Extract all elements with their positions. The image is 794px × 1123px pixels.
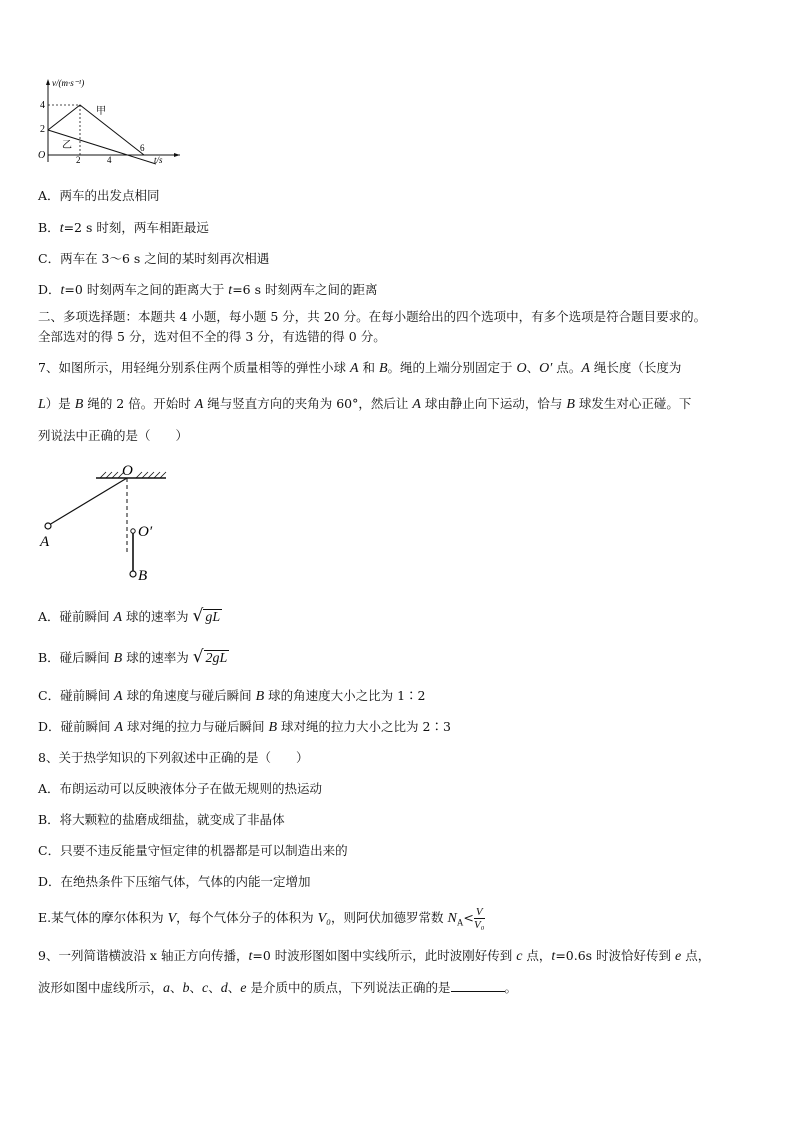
fig-label-A: A	[40, 534, 50, 550]
fig-ball-A	[45, 523, 51, 529]
sqrt-icon: √	[192, 606, 204, 626]
graph-y-tick-2: 2	[40, 124, 45, 135]
q8-stem: 8、关于热学知识的下列叙述中正确的是（ ）	[38, 750, 309, 765]
q7-option-d: D．碰前瞬间 A 球对绳的拉力与碰后瞬间 B 球对绳的拉力大小之比为 2∶3	[38, 719, 451, 735]
graph-label-jia: 甲	[96, 106, 106, 117]
q6-option-c: C．两车在 3～6 s 之间的某时刻再次相遇	[38, 251, 270, 266]
q7-option-c: C．碰前瞬间 A 球的角速度与碰后瞬间 B 球的角速度大小之比为 1∶2	[38, 688, 426, 704]
section2-line1: 二、多项选择题：本题共 4 小题，每小题 5 分，共 20 分。在每小题给出的四个选项中，有多个选项是符合题目要求的。	[38, 309, 707, 324]
q9-stem-line2: 波形如图中虚线所示，a、b、c、d、e 是介质中的质点，下列说法正确的是 。	[38, 980, 518, 996]
fig-pivot-Oprime	[131, 529, 135, 533]
q8-option-e: E.某气体的摩尔体积为 V，每个气体分子的体积为 V₀，则阿伏加德罗常数 $N_A<$ $\frac{V}{\text{V₀}}$	[38, 906, 485, 931]
graph-x-tick-6: 6	[140, 143, 145, 153]
graph-x-tick-4: 4	[107, 155, 112, 165]
q9-stem-line1: 9、一列简谐横波沿 x 轴正方向传播，t=0 时波形图如图中实线所示，此时波刚好传到 c 点，t=0.6s 时波恰好传到 e 点，	[38, 948, 711, 964]
q7-stem-line1: 7、如图所示，用轻绳分别系住两个质量相等的弹性小球 A 和 B。绳的上端分别固定于 O、O′ 点。A 绳长度（长度为	[38, 360, 682, 376]
graph-y-arrow-icon	[46, 79, 50, 85]
q6-option-d: D．t=0 时刻两车之间的距离大于 t=6 s 时刻两车之间的距离	[38, 282, 378, 298]
graph-x-arrow-icon	[174, 153, 180, 157]
fig-point-O: O	[122, 463, 133, 479]
q6-option-a: A．两车的出发点相同	[38, 188, 160, 203]
section2-line2: 全部选对的得 5 分，选对但不全的得 3 分，有选错的得 0 分。	[38, 329, 386, 344]
sqrt-icon: √	[192, 647, 204, 667]
q8-option-d: D．在绝热条件下压缩气体，气体的内能一定增加	[38, 874, 311, 889]
fraction-V-over-V0: $\frac{V}{\text{V₀}}$	[473, 906, 485, 931]
answer-blank[interactable]	[451, 980, 505, 992]
graph-x-label: t/s	[154, 155, 163, 165]
q7-option-a: A．碰前瞬间 A 球的速率为 √ gL	[38, 606, 221, 626]
graph-y-label: v/(m·s⁻¹)	[52, 78, 85, 88]
q8-option-b: B．将大颗粒的盐磨成细盐，就变成了非晶体	[38, 812, 285, 827]
q7-stem-line3: 列说法中正确的是（ ）	[38, 428, 189, 443]
q8-option-c: C．只要不违反能量守恒定律的机器都是可以制造出来的	[38, 843, 348, 858]
graph-y-tick-4: 4	[40, 100, 45, 111]
graph-x-tick-2: 2	[76, 155, 81, 165]
fig-rope-A	[49, 478, 127, 525]
q7-option-b: B．碰后瞬间 B 球的速率为 √ 2gL	[38, 647, 228, 667]
fig-ceiling-hatch	[100, 472, 166, 478]
q7-stem-line2: L）是 B 绳的 2 倍。开始时 A 绳与竖直方向的夹角为 60°，然后让 A 球由静止向下运动，恰与 B 球发生对心正碰。下	[38, 396, 692, 412]
fig-label-Oprime: O′	[138, 524, 153, 540]
q8-option-a: A．布朗运动可以反映液体分子在做无规则的热运动	[38, 781, 323, 796]
vt-graph	[30, 76, 180, 168]
fig-label-B: B	[138, 568, 148, 584]
graph-origin: O	[38, 150, 46, 161]
fig-ball-B	[130, 571, 136, 577]
graph-label-yi: 乙	[62, 140, 72, 151]
pendulum-figure	[36, 458, 176, 586]
q6-option-b: B．t=2 s 时刻，两车相距最远	[38, 220, 209, 236]
